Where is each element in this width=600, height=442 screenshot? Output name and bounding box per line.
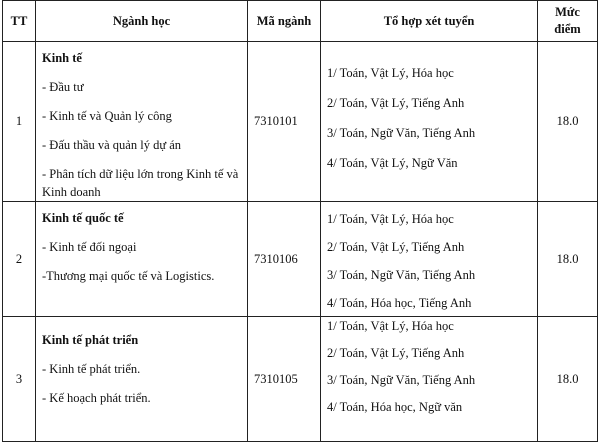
- table-row: [3, 317, 598, 442]
- header-to-hop: Tổ hợp xét tuyển: [321, 1, 538, 42]
- specialization-item: - Kinh tế đối ngoại: [42, 240, 137, 254]
- major-cell: [36, 42, 248, 202]
- combo-cell: [321, 317, 538, 442]
- header-row: [3, 1, 598, 42]
- major-title: Kinh tế phát triển: [42, 333, 139, 347]
- score-cell: 18.0: [538, 202, 598, 317]
- specialization-item: - Phân tích dữ liệu lớn trong Kinh tế và Kinh doanh: [42, 167, 239, 199]
- specialization-item: -Thương mại quốc tế và Logistics.: [42, 269, 215, 283]
- header-nganh-hoc: Ngành học: [36, 1, 248, 42]
- combo-item: 1/ Toán, Vật Lý, Hóa học: [327, 212, 454, 226]
- specialization-item: - Kinh tế và Quản lý công: [42, 109, 172, 123]
- major-code: 7310105: [248, 317, 321, 442]
- combo-item: 2/ Toán, Vật Lý, Tiếng Anh: [327, 346, 465, 360]
- header-tt: TT: [3, 1, 36, 42]
- combo-item: 1/ Toán, Vật Lý, Hóa học: [327, 319, 454, 333]
- major-cell: [36, 317, 248, 442]
- admission-table: [2, 0, 598, 442]
- score-cell: 18.0: [538, 317, 598, 442]
- combo-cell: [321, 202, 538, 317]
- specialization-item: - Đầu tư: [42, 80, 84, 94]
- combo-item: 4/ Toán, Hóa học, Tiếng Anh: [327, 296, 472, 310]
- header-ma-nganh: Mã ngành: [248, 1, 321, 42]
- major-code: 7310106: [248, 202, 321, 317]
- major-title: Kinh tế quốc tế: [42, 211, 124, 225]
- score-cell: 18.0: [538, 42, 598, 202]
- major-cell: [36, 202, 248, 317]
- specialization-item: - Kinh tế phát triển.: [42, 362, 141, 376]
- combo-item: 3/ Toán, Ngữ Văn, Tiếng Anh: [327, 126, 476, 140]
- specialization-item: - Đấu thầu và quản lý dự án: [42, 138, 182, 152]
- row-number: 2: [3, 202, 36, 317]
- header-muc-diem-line2: điểm: [554, 22, 581, 36]
- row-number: 3: [3, 317, 36, 442]
- combo-item: 4/ Toán, Vật Lý, Ngữ Văn: [327, 156, 458, 170]
- combo-item: 1/ Toán, Vật Lý, Hóa học: [327, 66, 454, 80]
- major-code: 7310101: [248, 42, 321, 202]
- header-muc-diem-line1: Mức: [555, 5, 580, 19]
- combo-cell: [321, 42, 538, 202]
- combo-item: 2/ Toán, Vật Lý, Tiếng Anh: [327, 96, 465, 110]
- specialization-item: - Kế hoạch phát triển.: [42, 391, 151, 405]
- major-title: Kinh tế: [42, 51, 82, 65]
- combo-item: 2/ Toán, Vật Lý, Tiếng Anh: [327, 240, 465, 254]
- combo-item: 3/ Toán, Ngữ Văn, Tiếng Anh: [327, 268, 476, 282]
- combo-item: 4/ Toán, Hóa học, Ngữ văn: [327, 400, 463, 414]
- row-number: 1: [3, 42, 36, 202]
- header-muc-diem: [538, 1, 598, 42]
- table-row: [3, 202, 598, 317]
- combo-item: 3/ Toán, Ngữ Văn, Tiếng Anh: [327, 373, 476, 387]
- table-row: [3, 42, 598, 202]
